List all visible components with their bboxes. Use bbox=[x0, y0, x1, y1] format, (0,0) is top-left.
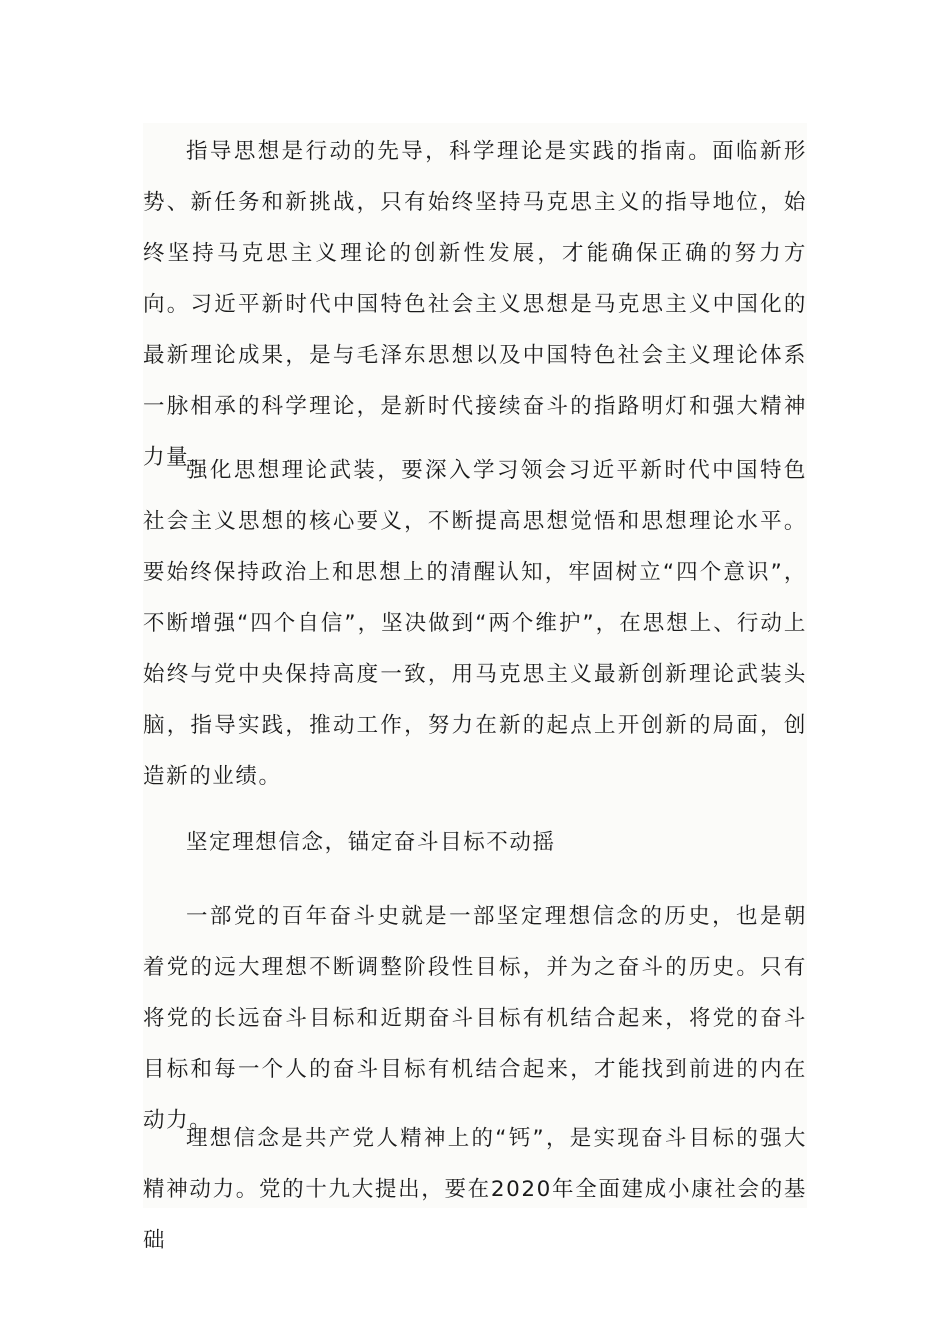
paragraph: 强化思想理论武装，要深入学习领会习近平新时代中国特色社会主义思想的核心要义，不断提高思想觉悟和思想理论水平。要始终保持政治上和思想上的清醒认知，牢固树立“四个意识”，不断增强“四个自信”，坚决做到“两个维护”，在思想上、行动上始终与党中央保持高度一致，用马克思主义最新创新理论武装头脑，指导实践，推动工作，努力在新的起点上开创新的局面，创造新的业绩。 bbox=[143, 458, 807, 789]
document-body bbox=[143, 123, 807, 1253]
paragraph: 指导思想是行动的先导，科学理论是实践的指南。面临新形势、新任务和新挑战，只有始终坚持马克思主义的指导地位，始终坚持马克思主义理论的创新性发展，才能确保正确的努力方向。习近平新时代中国特色社会主义思想是马克思主义中国化的最新理论成果，是与毛泽东思想以及中国特色社会主义理论体系一脉相承的科学理论，是新时代接续奋斗的指路明灯和强大精神力量。 bbox=[143, 139, 807, 470]
section-heading: 坚定理想信念，锚定奋斗目标不动摇 bbox=[186, 830, 556, 855]
paragraph: 一部党的百年奋斗史就是一部坚定理想信念的历史，也是朝着党的远大理想不断调整阶段性目标，并为之奋斗的历史。只有将党的长远奋斗目标和近期奋斗目标有机结合起来，将党的奋斗目标和每一个人的奋斗目标有机结合起来，才能找到前进的内在动力。 bbox=[143, 904, 807, 1133]
paragraph: 理想信念是共产党人精神上的“钙”，是实现奋斗目标的强大精神动力。党的十九大提出，要在2020年全面建成小康社会的基础 bbox=[143, 1126, 807, 1253]
